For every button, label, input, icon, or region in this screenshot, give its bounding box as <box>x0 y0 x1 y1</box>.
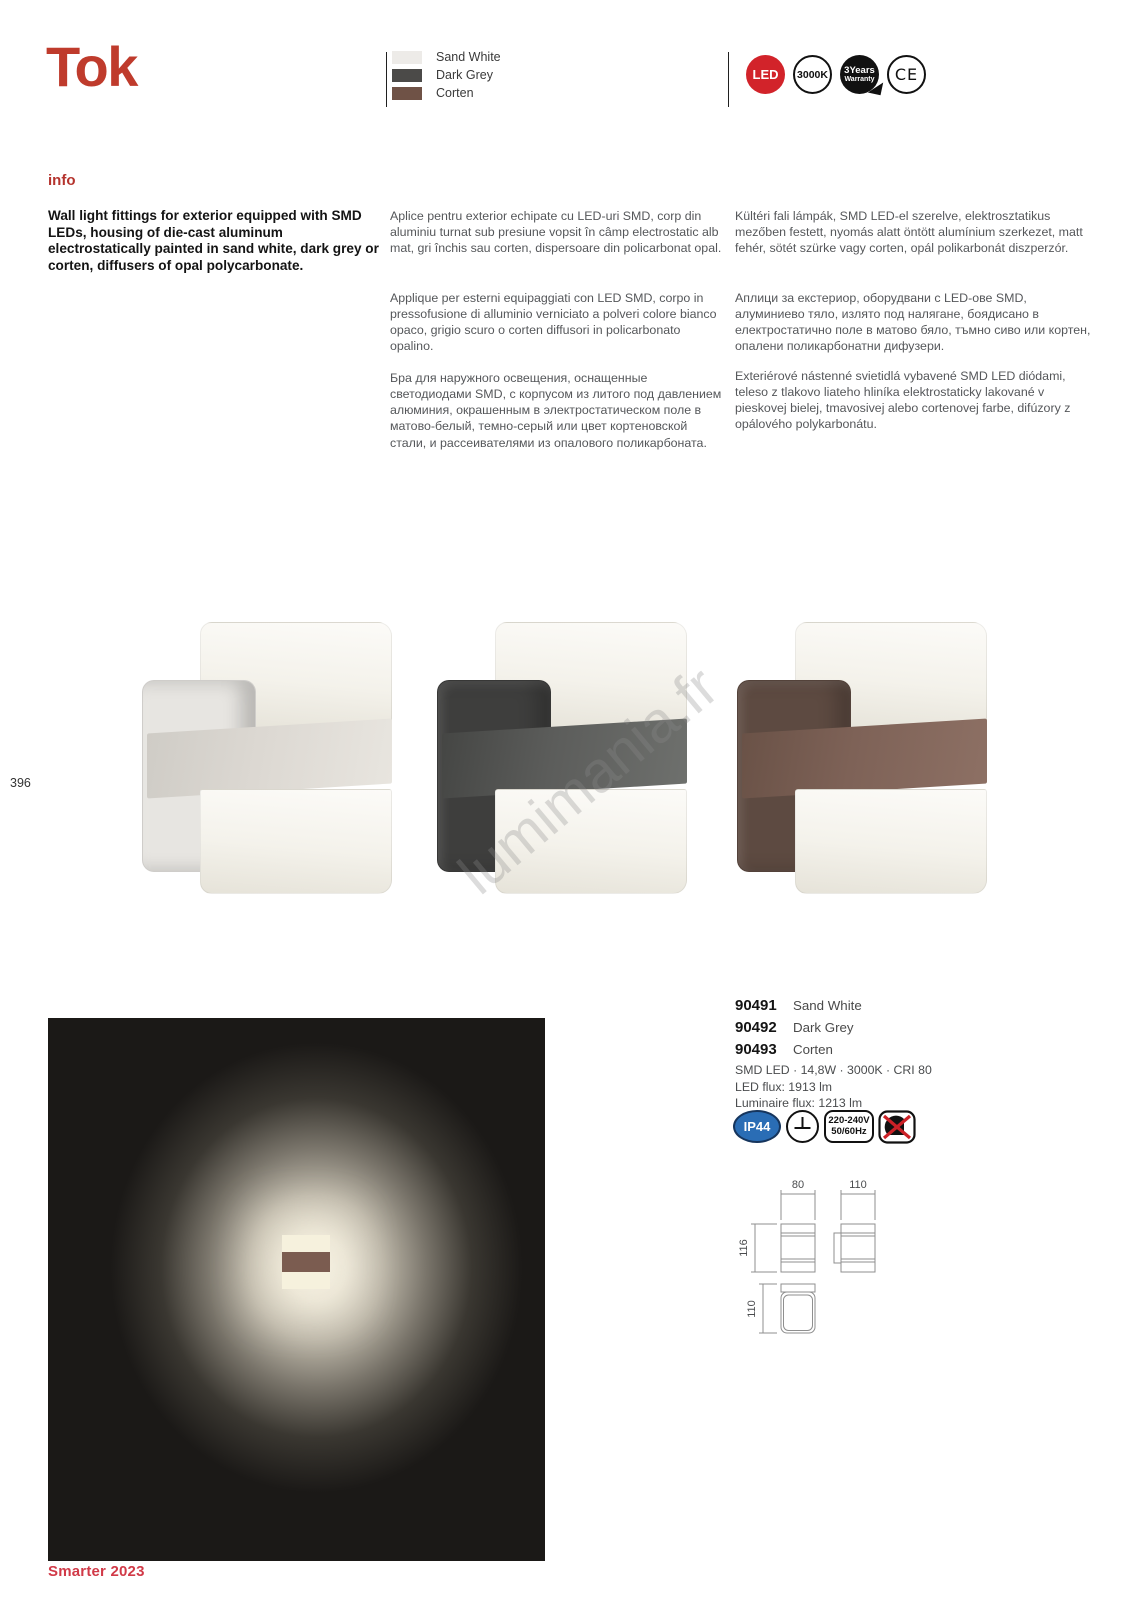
ambient-photo <box>48 1018 545 1561</box>
technical-specs <box>735 1062 932 1112</box>
corten-label: Corten <box>436 86 474 100</box>
ce-mark-badge: CE <box>887 55 926 94</box>
spec-line-power: SMD LED · 14,8W · 3000K · CRI 80 <box>735 1063 932 1077</box>
description-it: Applique per esterni equipaggiati con LED SMD, corpo in pressofusione di alluminio verniciato a polveri colore bianco opaco, grigio scuro o corten diffusori in policarbonato opalino. <box>390 291 717 354</box>
dim-side-width: 110 <box>849 1179 867 1191</box>
dimension-drawing <box>733 1172 883 1342</box>
code-row-sand-white <box>735 997 862 1019</box>
dim-bottom-depth: 110 <box>746 1300 758 1318</box>
lit-lamp <box>282 1235 330 1289</box>
spec-icons <box>733 1109 916 1144</box>
divider-badges <box>728 52 729 107</box>
description-ru: Бра для наружного освещения, оснащенные светодиодами SMD, с корпусом из литого под давлением алюминия, окрашенным в электростатическом поле в матово-белый, темно-серый или цвет кортеновской стали, и рассеивателями из опалового поликарбоната. <box>390 371 722 450</box>
lamp-diffuser-bottom <box>795 789 987 894</box>
spec-line-led-flux: LED flux: 1913 lm <box>735 1079 833 1094</box>
description-sk: Exteriérové nástenné svietidlá vybavené SMD LED diódami, teleso z tlakovo liateho hliníka elektrostaticky lakované v pieskovej bielej, tmavosivej alebo cortenovej farbe, difúzory z opálového polykarbonátu. <box>735 369 1071 432</box>
warranty-badge: 3Years Warranty <box>840 55 879 94</box>
dark-grey-swatch <box>392 69 422 82</box>
product-finish: Corten <box>793 1042 833 1057</box>
product-codes <box>735 997 862 1063</box>
color-option-corten <box>392 86 474 100</box>
lamp-band <box>147 719 392 799</box>
product-image-corten <box>737 622 987 894</box>
product-code: 90491 <box>735 997 777 1014</box>
divider-colors <box>386 52 387 107</box>
led-badge: LED <box>746 55 785 94</box>
lit-band <box>282 1252 330 1272</box>
ip44-rating-icon: IP44 <box>733 1110 781 1143</box>
product-code: 90492 <box>735 1019 777 1036</box>
page-number: 396 <box>10 776 31 790</box>
product-finish: Sand White <box>793 998 862 1013</box>
earthing-class-icon <box>785 1109 820 1144</box>
dark-grey-label: Dark Grey <box>436 68 493 82</box>
code-row-corten <box>735 1041 862 1063</box>
product-code: 90493 <box>735 1041 777 1058</box>
lamp-band <box>442 719 687 799</box>
product-title: Tok <box>46 35 137 98</box>
description-bg: Аплици за екстериор, оборудвани с LED-ове SMD, алуминиево тяло, излято под налягане, боядисано в електростатично поле в матово бяло, тъмно сиво или кортен, опалени поликарбонатни дифузери. <box>735 291 1091 354</box>
sand-white-swatch <box>392 51 422 64</box>
color-option-sand-white <box>392 50 501 64</box>
not-dimmable-icon <box>878 1110 916 1144</box>
description-hu: Kültéri fali lámpák, SMD LED-el szerelve, elektrosztatikus mezőben festett, nyomás alatt öntött alumínium szerkezet, matt fehér, sötét szürke vagy corten, opál polikarbonát diszperzór. <box>735 209 1083 256</box>
description-en: Wall light fittings for exterior equipped with SMD LEDs, housing of die-cast aluminum electrostatically painted in sand white, dark grey or corten, diffusers of opal polycarbonate. <box>48 208 379 274</box>
color-temperature-badge: 3000K <box>793 55 832 94</box>
corten-swatch <box>392 87 422 100</box>
watermark: lumimania.fr <box>446 653 730 907</box>
color-option-dark-grey <box>392 68 493 82</box>
lit-diffuser-bottom <box>282 1272 330 1289</box>
lamp-diffuser-bottom <box>495 789 687 894</box>
catalog-brand: Smarter 2023 <box>48 1563 145 1580</box>
lamp-band <box>742 719 987 799</box>
sand-white-label: Sand White <box>436 50 501 64</box>
lit-diffuser-top <box>282 1235 330 1252</box>
dim-front-height: 116 <box>738 1239 750 1257</box>
certification-badges <box>746 55 926 94</box>
description-ro: Aplice pentru exterior echipate cu LED-uri SMD, corp din aluminiu turnat sub presiune vopsit în câmp electrostatic alb mat, gri închis sau corten, dispersoare din policarbonat opal. <box>390 209 722 256</box>
product-finish: Dark Grey <box>793 1020 854 1035</box>
voltage-icon: 220-240V 50/60Hz <box>824 1110 874 1143</box>
info-heading: info <box>48 172 76 189</box>
product-image-dark-grey <box>437 622 687 894</box>
dim-front-width: 80 <box>791 1179 805 1191</box>
lamp-diffuser-bottom <box>200 789 392 894</box>
code-row-dark-grey <box>735 1019 862 1041</box>
spec-line-luminaire-flux: Luminaire flux: 1213 lm <box>735 1096 863 1110</box>
product-image-sand-white <box>142 622 392 894</box>
